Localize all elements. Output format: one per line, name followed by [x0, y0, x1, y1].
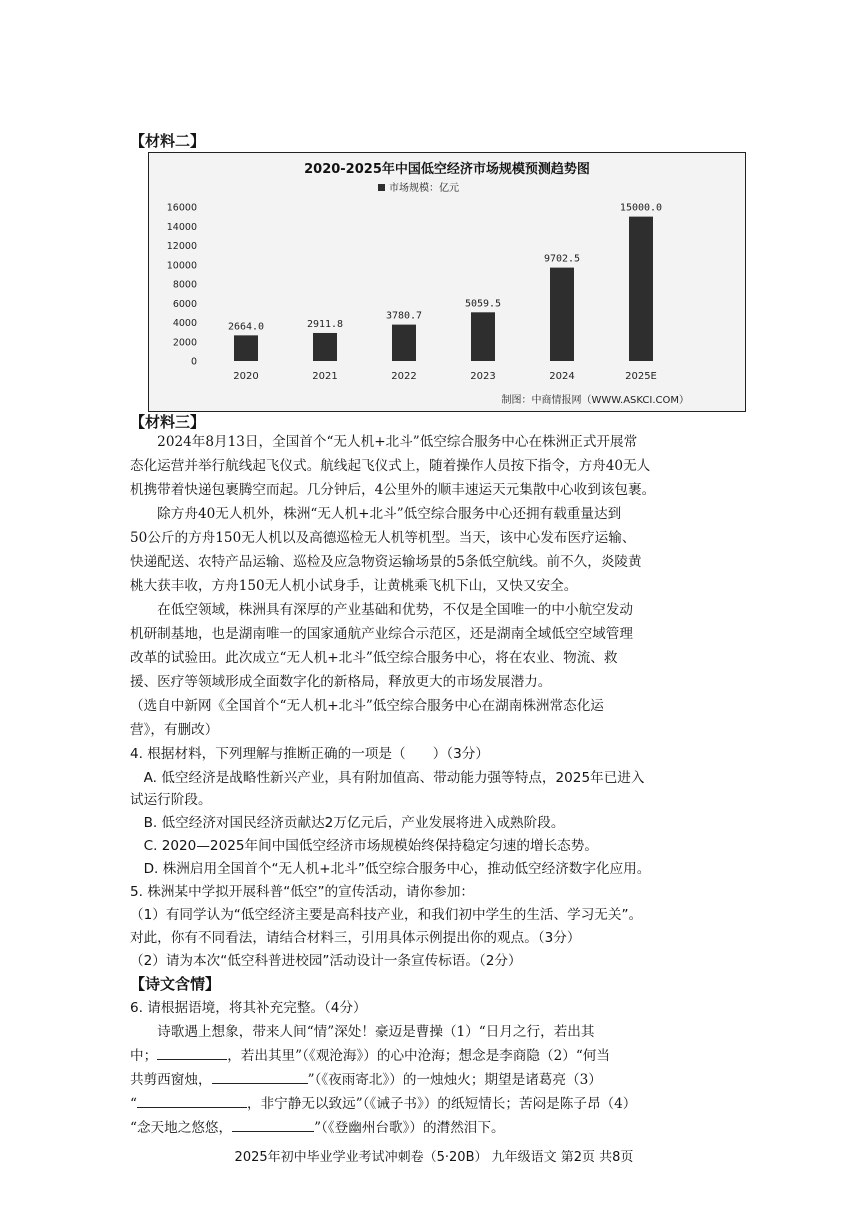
bar	[550, 268, 574, 361]
q5-part1: （1）有同学认为“低空经济主要是高科技产业，和我们初中学生的生活、学习无关”。	[130, 907, 643, 923]
y-tick-label: 12000	[166, 241, 197, 252]
q6-line	[130, 1093, 740, 1115]
x-tick-label: 2025E	[625, 371, 657, 382]
legend-swatch	[378, 184, 385, 191]
page-footer: 2025年初中毕业学业考试冲刺卷（5·20B） 九年级语文 第2页 共8页	[234, 1150, 634, 1165]
material3-line: 态化运营并举行航线起飞仪式。航线起飞仪式上，随着操作人员按下指令，方舟40无人	[130, 458, 651, 474]
bar	[313, 333, 337, 361]
material3-source-line: （选自中新网《全国首个“无人机+北斗”低空综合服务中心在湖南株洲常态化运	[130, 698, 604, 714]
q4-option-d: D. 株洲启用全国首个“无人机+北斗”低空综合服务中心，推动低空经济数字化应用。	[130, 861, 651, 877]
material3-line: 除方舟40无人机外，株洲“无人机+北斗”低空综合服务中心还拥有载重量达到	[130, 506, 622, 522]
material3-line: 桃大获丰收，方舟150无人机小试身手，让黄桃乘飞机下山，又快又安全。	[130, 578, 578, 594]
q6-text: “	[130, 1096, 137, 1112]
chart-source: 制图：中商情报网（WWW.ASKCI.COM）	[501, 395, 689, 406]
chart-svg	[149, 153, 745, 411]
q6-line: 诗歌遇上想象，带来人间“情”深处！豪迈是曹操（1）“日月之行，若出其	[130, 1024, 595, 1040]
q5-part1-cont: 对此，你有不同看法，请结合材料三，引用具体示例提出你的观点。（3分）	[130, 930, 581, 946]
y-tick-label: 16000	[166, 202, 197, 214]
y-tick-label: 8000	[172, 279, 197, 291]
bar-value-label: 2911.8	[306, 318, 344, 330]
q6-line	[130, 1045, 740, 1067]
bar	[471, 312, 495, 361]
material3-line: 机携带着快递包裹腾空而起。几分钟后，4公里外的顺丰速运天元集散中心收到该包裹。	[130, 482, 656, 498]
q6-text: “念天地之悠悠，	[130, 1120, 233, 1136]
q6-stem: 6. 请根据语境，将其补充完整。（4分）	[130, 1000, 367, 1016]
q4-option-a-cont: 试运行阶段。	[130, 792, 212, 808]
chart-legend: 市场规模：亿元	[389, 183, 459, 194]
material3-line: 机研制基地，也是湖南唯一的国家通航产业综合示范区，还是湖南全域低空空域管理	[130, 626, 633, 642]
answer-blank-2[interactable]	[212, 1083, 308, 1084]
bar-value-label: 2664.0	[227, 321, 265, 333]
answer-blank-3[interactable]	[137, 1107, 247, 1108]
material3-line: 快递配送、农特产品运输、巡检及应急物资运输场景的5条低空航线。前不久，炎陵黄	[130, 554, 642, 570]
bar-value-label: 5059.5	[464, 298, 502, 310]
material3-heading: 【材料三】	[130, 413, 206, 431]
bar	[392, 325, 416, 361]
y-tick-label: 2000	[172, 337, 197, 349]
q5-part2: （2）请为本次“低空科普进校园”活动设计一条宣传标语。（2分）	[130, 953, 522, 969]
market-size-chart	[148, 152, 746, 412]
material3-line: 2024年8月13日，全国首个“无人机+北斗”低空综合服务中心在株洲正式开展常	[130, 434, 638, 450]
q4-option-a: A. 低空经济是战略性新兴产业，具有附加值高、带动能力强等特点，2025年已进入	[130, 770, 645, 786]
q6-text: ”（《登幽州台歌》）的潸然泪下。	[314, 1120, 505, 1136]
q6-text: ，非宁静无以致远”（《诫子书》）的纸短情长；苦闷是陈子昂（4）	[246, 1096, 637, 1112]
q6-text: ”（《夜雨寄北》）的一烛烛火；期望是诸葛亮（3）	[307, 1072, 602, 1088]
answer-blank-1[interactable]	[157, 1059, 227, 1060]
material3-line: 援、医疗等领域形成全面数字化的新格局，释放更大的市场发展潜力。	[130, 674, 552, 690]
q5-stem: 5. 株洲某中学拟开展科普“低空”的宣传活动，请你参加：	[130, 884, 475, 900]
q4-option-c: C. 2020—2025年间中国低空经济市场规模始终保持稳定匀速的增长态势。	[130, 838, 598, 854]
material3-line: 在低空领域，株洲具有深厚的产业基础和优势，不仅是全国唯一的中小航空发动	[130, 602, 633, 618]
y-tick-label: 14000	[166, 221, 197, 233]
y-tick-label: 6000	[172, 298, 197, 310]
bar-value-label: 3780.7	[385, 310, 423, 322]
y-tick-label: 0	[190, 356, 197, 368]
q6-line	[130, 1117, 740, 1139]
q6-line	[130, 1069, 740, 1091]
x-tick-label: 2024	[549, 371, 575, 382]
chart-title: 2020-2025年中国低空经济市场规模预测趋势图	[304, 162, 590, 177]
poetry-heading: 【诗文含情】	[130, 975, 221, 993]
bar-value-label: 15000.0	[619, 202, 663, 214]
q6-text: 中；	[130, 1048, 158, 1064]
x-tick-label: 2020	[233, 371, 259, 382]
x-tick-label: 2022	[391, 371, 417, 382]
answer-blank-4[interactable]	[232, 1131, 314, 1132]
bar	[629, 217, 653, 361]
material3-line: 50公斤的方舟150无人机以及高德巡检无人机等机型。当天，该中心发布医疗运输、	[130, 530, 636, 546]
bar-value-label: 9702.5	[543, 253, 581, 265]
q4-option-b: B. 低空经济对国民经济贡献达2万亿元后，产业发展将进入成熟阶段。	[130, 815, 565, 831]
x-tick-label: 2021	[312, 371, 338, 382]
x-tick-label: 2023	[470, 371, 496, 382]
q6-text: 共剪西窗烛，	[130, 1072, 212, 1088]
q6-text: ，若出其里”（《观沧海》）的心中沧海；想念是李商隐（2）“何当	[227, 1048, 610, 1064]
material3-line: 改革的试验田。此次成立“无人机+北斗”低空综合服务中心，将在农业、物流、救	[130, 650, 618, 666]
y-tick-label: 4000	[172, 318, 197, 329]
q4-stem: 4. 根据材料，下列理解与推断正确的一项是（ ）（3分）	[130, 746, 489, 762]
y-tick-label: 10000	[166, 260, 197, 272]
material3-source-line: 营》，有删改）	[130, 722, 219, 738]
bar	[234, 335, 258, 361]
material2-heading: 【材料二】	[130, 132, 206, 150]
